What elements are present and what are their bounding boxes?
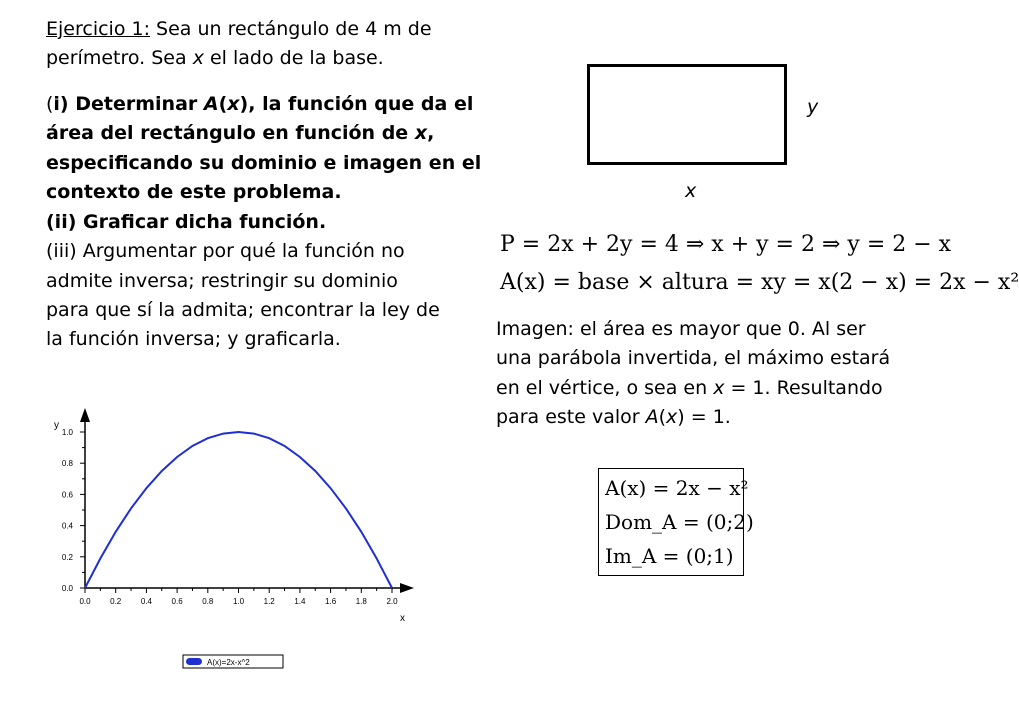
y-tick-label: 0.8 — [61, 459, 73, 469]
x-tick-label: 1.2 — [263, 597, 275, 606]
x-axis-arrow — [400, 583, 414, 593]
side-y-label: y — [807, 96, 819, 118]
y-axis-arrow — [80, 408, 90, 422]
exercise-title: Ejercicio 1 — [46, 18, 144, 40]
y-tick-label: 0.0 — [61, 584, 73, 593]
part-iii-line-2: admite inversa; restringir su dominio — [46, 269, 398, 292]
summary-box — [598, 468, 754, 576]
x-tick-label: 1.6 — [325, 597, 337, 606]
function-chart — [40, 410, 440, 679]
legend-label: A(x)=2x-x^2 — [207, 658, 250, 667]
x-tick-label: 0.0 — [79, 597, 91, 606]
legend-swatch — [186, 658, 202, 665]
side-x-label: x — [685, 180, 697, 202]
statement-line-1: Sea un rectángulo de 4 m de — [156, 18, 432, 40]
x-tick-label: 2.0 — [386, 597, 398, 606]
x-axis-label: x — [400, 613, 405, 624]
part-i-line-4: contexto de este problema. — [46, 181, 342, 204]
x-tick-label: 0.2 — [110, 597, 122, 606]
x-tick-label: 0.6 — [171, 597, 183, 606]
chart-svg — [40, 410, 440, 675]
summary-image: Im_A = (0;1) — [605, 544, 734, 568]
series-line — [85, 432, 392, 588]
perimeter-equation: P = 2x + 2y = 4 ⇒ x + y = 2 ⇒ y = 2 − x — [500, 232, 952, 257]
summary-domain: Dom_A = (0;2) — [605, 510, 754, 534]
image-explanation: Imagen: el área es mayor que 0. Al ser una parábola invertida, el máximo estará en el vértice, o sea en x = 1. Resultando para este valor A(x) = 1. — [496, 318, 891, 429]
x-tick-label: 1.4 — [294, 597, 306, 606]
area-equation: A(x) = base × altura = xy = x(2 − x) = 2x − x² — [500, 270, 1019, 295]
part-iii-line-4: la función inversa; y graficarla. — [46, 328, 341, 351]
summary-function: A(x) = 2x − x² — [605, 476, 749, 500]
part-i-line-1: (i) Determinar A(x), la función que da el — [46, 92, 474, 115]
x-tick-label: 0.8 — [202, 597, 214, 606]
x-tick-label: 0.4 — [140, 597, 152, 606]
y-tick-label: 1.0 — [61, 428, 73, 437]
part-i-line-3: especificando su dominio e imagen en el — [46, 151, 482, 174]
x-tick-label: 1.0 — [232, 597, 245, 606]
exercise-statement: Ejercicio 1: Sea un rectángulo de 4 m de perímetro. Sea x el lado de la base. (i) Determinar A(x), la función que da el área del rectángulo en función de x, especificando su dominio e imagen en el contexto de este problema. (ii) Graficar dicha función. (iii) Argumentar por qué la función no admite inversa; restringir su dominio para que sí la admita; encontrar la ley de la función inversa; y graficarla. — [46, 15, 456, 355]
part-i-line-2: área del rectángulo en función de x, — [46, 122, 435, 145]
x-tick-label: 1.8 — [355, 597, 367, 606]
part-iii-line-1: (iii) Argumentar por qué la función no — [46, 240, 405, 263]
part-iii-line-3: para que sí la admita; encontrar la ley de — [46, 298, 440, 321]
y-tick-label: 0.4 — [61, 521, 73, 531]
y-tick-label: 0.6 — [61, 490, 73, 500]
y-axis-label: y — [54, 420, 59, 431]
part-ii: (ii) Graficar dicha función. — [46, 210, 327, 233]
rectangle-figure — [587, 64, 787, 165]
y-tick-label: 0.2 — [61, 552, 73, 562]
